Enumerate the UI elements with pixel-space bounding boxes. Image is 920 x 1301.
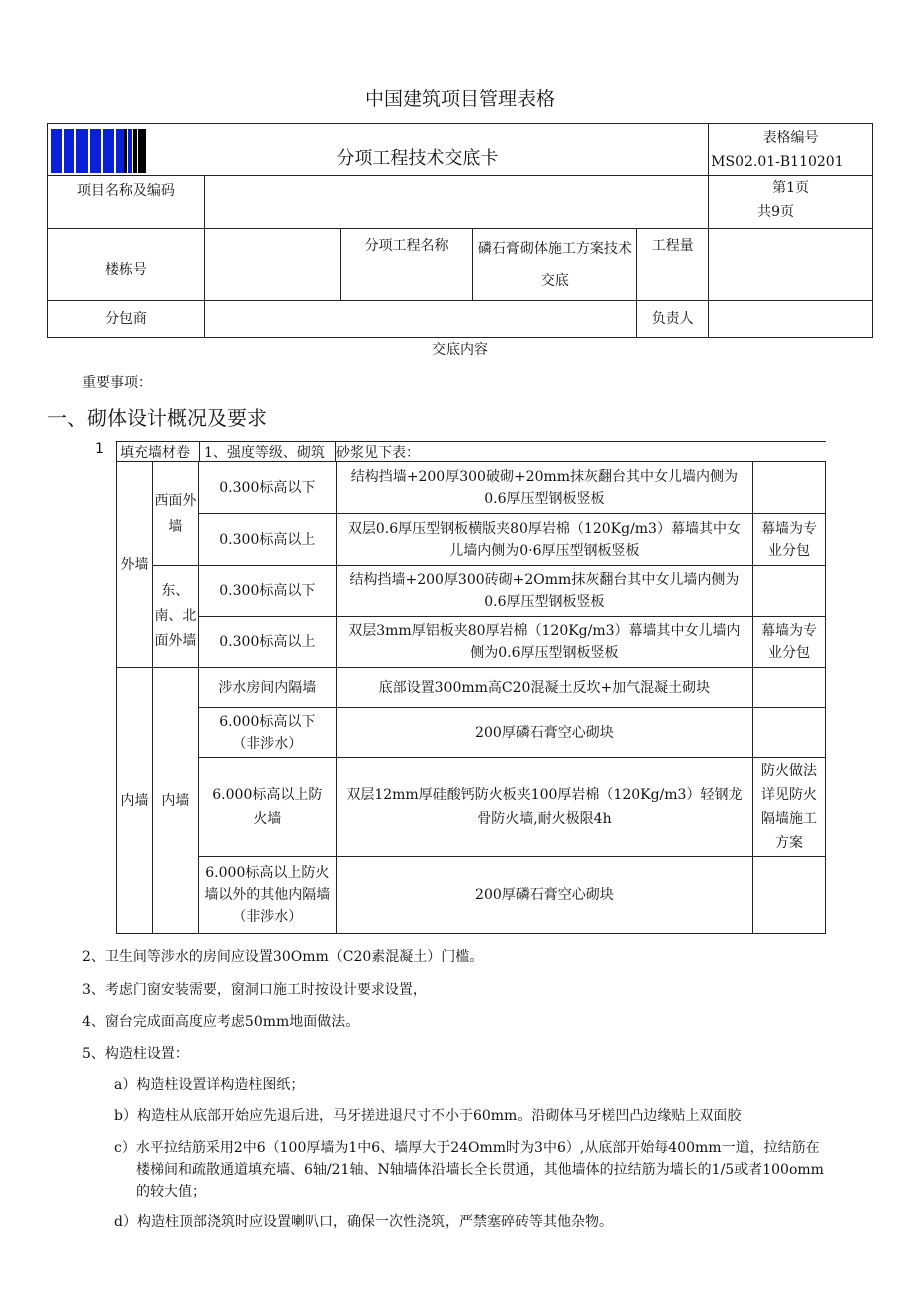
row8-note <box>753 857 826 934</box>
item5: 5、构造柱设置： <box>82 1046 189 1062</box>
row6-level: 6.000标高以下（非涉水） <box>198 708 336 758</box>
row5-level: 涉水房间内隔墙 <box>198 668 336 708</box>
subitem-c-line1: c）水平拉结筋采用2中6（100厚墙为1中6、墙厚大于24Omm时为3中6）,从底部开始每400mm一道，拉结筋在 <box>114 1140 820 1156</box>
row1-desc: 结构挡墙+200厚300破砌+20mm抹灰翻台其中女儿墙内侧为0.6厚压型钢板竖板 <box>336 462 752 514</box>
item1-material: 填充墙材卷 <box>120 445 190 461</box>
page-total: 共9页 <box>757 204 795 220</box>
row3-level: 0.300标高以下 <box>198 566 336 617</box>
row2-desc: 双层0.6厚压型钢板横版夹80厚岩棉（120Kg/m3）幕墙其中女儿墙内侧为0·6厚压型钢板竖板 <box>336 514 752 566</box>
row5-note <box>753 668 826 708</box>
subitem-c-line2: 楼梯间和疏散通道填充墙、6轴/21轴、N轴墙体沿墙长全长贯通，其他墙体的拉结筋为墙长的1/5或者100omm <box>136 1162 824 1178</box>
content-caption: 交底内容 <box>432 342 488 358</box>
inner-wall-sublabel: 内墙 <box>152 668 198 934</box>
subitem-a: a）构造柱设置详构造柱图纸； <box>114 1077 305 1093</box>
row7-level: 6.000标高以上防火墙 <box>198 758 336 857</box>
section-heading: 一、砌体设计概况及要求 <box>47 406 267 430</box>
subitem-value <box>473 229 637 301</box>
subcontractor-label: 分包商 <box>48 301 205 338</box>
logo-cell <box>48 124 205 176</box>
card-title: 分项工程技术交底卡 <box>204 124 708 176</box>
west-wall-label: 西面外墙 <box>152 462 198 566</box>
page-current: 第1页 <box>772 180 810 196</box>
item2: 2、卫生间等涉水的房间应设置30Omm（C20素混凝土）门槛。 <box>82 949 484 965</box>
building-label: 楼栋号 <box>48 229 205 301</box>
row4-desc: 双层3mm厚铝板夹80厚岩棉（120Kg/m3）幕墙其中女儿墙内侧为0.6厚压型钢板竖板 <box>336 617 752 668</box>
row3-desc: 结构挡墙+200厚300砖砌+2Omm抹灰翻台其中女儿墙内侧为0.6厚压型钢板竖板 <box>336 566 752 617</box>
row8-level: 6.000标高以上防火墙以外的其他内隔墙（非涉水） <box>198 857 336 934</box>
row2-level: 0.300标高以上 <box>198 514 336 566</box>
building-value[interactable] <box>204 229 340 301</box>
project-value[interactable] <box>204 176 708 229</box>
row4-level: 0.300标高以上 <box>198 617 336 668</box>
page-title: 中国建筑项目管理表格 <box>364 88 555 110</box>
important-label: 重要事项： <box>82 375 152 391</box>
quantity-value[interactable] <box>709 229 873 301</box>
row3-note <box>753 566 826 617</box>
subitem-c-line3: 的较大值； <box>136 1184 206 1200</box>
row4-note: 幕墙为专业分包 <box>753 617 826 668</box>
form-number: MS02.01-B110201 <box>711 153 844 170</box>
subcontractor-value[interactable] <box>204 301 636 338</box>
row8-desc: 200厚磷石膏空心砌块 <box>336 857 752 934</box>
row6-note <box>753 708 826 758</box>
item4: 4、窗台完成面高度应考虑50mm地面做法。 <box>82 1014 360 1030</box>
header-form-table <box>47 123 873 338</box>
row1-level: 0.300标高以下 <box>198 462 336 514</box>
item1-mortar: 砂浆见下表： <box>336 445 420 461</box>
subitem-value-line2: 交底 <box>540 272 569 289</box>
subitem-label: 分项工程名称 <box>340 229 473 301</box>
east-wall-label: 东、南、北面外墙 <box>152 566 198 668</box>
responsible-label: 负责人 <box>637 301 709 338</box>
inner-wall-label: 内墙 <box>117 668 153 934</box>
row2-note: 幕墙为专业分包 <box>753 514 826 566</box>
company-logo-icon <box>48 125 148 175</box>
row7-desc: 双层12mm厚硅酸钙防火板夹100厚岩棉（120Kg/m3）轻钢龙骨防火墙,耐火极限4h <box>336 758 752 857</box>
row7-note: 防火做法详见防火隔墙施工方案 <box>753 758 826 857</box>
page-info <box>709 176 873 229</box>
responsible-value[interactable] <box>709 301 873 338</box>
row5-desc: 底部设置300mm高C20混凝土反坎+加气混凝土砌块 <box>336 668 752 708</box>
item3: 3、考虑门窗安装需要，窗洞口施工时按设计要求设置， <box>82 982 427 998</box>
wall-spec-table <box>116 461 826 934</box>
subitem-b: b）构造柱从底部开始应先退后进，马牙搓进退尺寸不小于60mm。沿砌体马牙槎凹凸边缘贴上双面胶 <box>114 1108 742 1124</box>
form-number-cell <box>709 124 873 176</box>
row6-desc: 200厚磷石膏空心砌块 <box>336 708 752 758</box>
subitem-d: d）构造柱顶部浇筑时应设置喇叭口，确保一次性浇筑，严禁塞碎砖等其他杂物。 <box>114 1214 613 1230</box>
project-label: 项目名称及编码 <box>48 176 205 229</box>
subitem-value-line1: 磷石膏砌体施工方案技术 <box>477 240 632 257</box>
item1-strength: 1、强度等级、砌筑 <box>204 445 325 461</box>
quantity-label: 工程量 <box>637 229 709 301</box>
outer-wall-label: 外墙 <box>117 462 153 668</box>
form-number-label: 表格编号 <box>762 129 819 146</box>
item1-line <box>116 441 826 462</box>
row1-note <box>753 462 826 514</box>
item1-number: 1 <box>95 441 104 457</box>
